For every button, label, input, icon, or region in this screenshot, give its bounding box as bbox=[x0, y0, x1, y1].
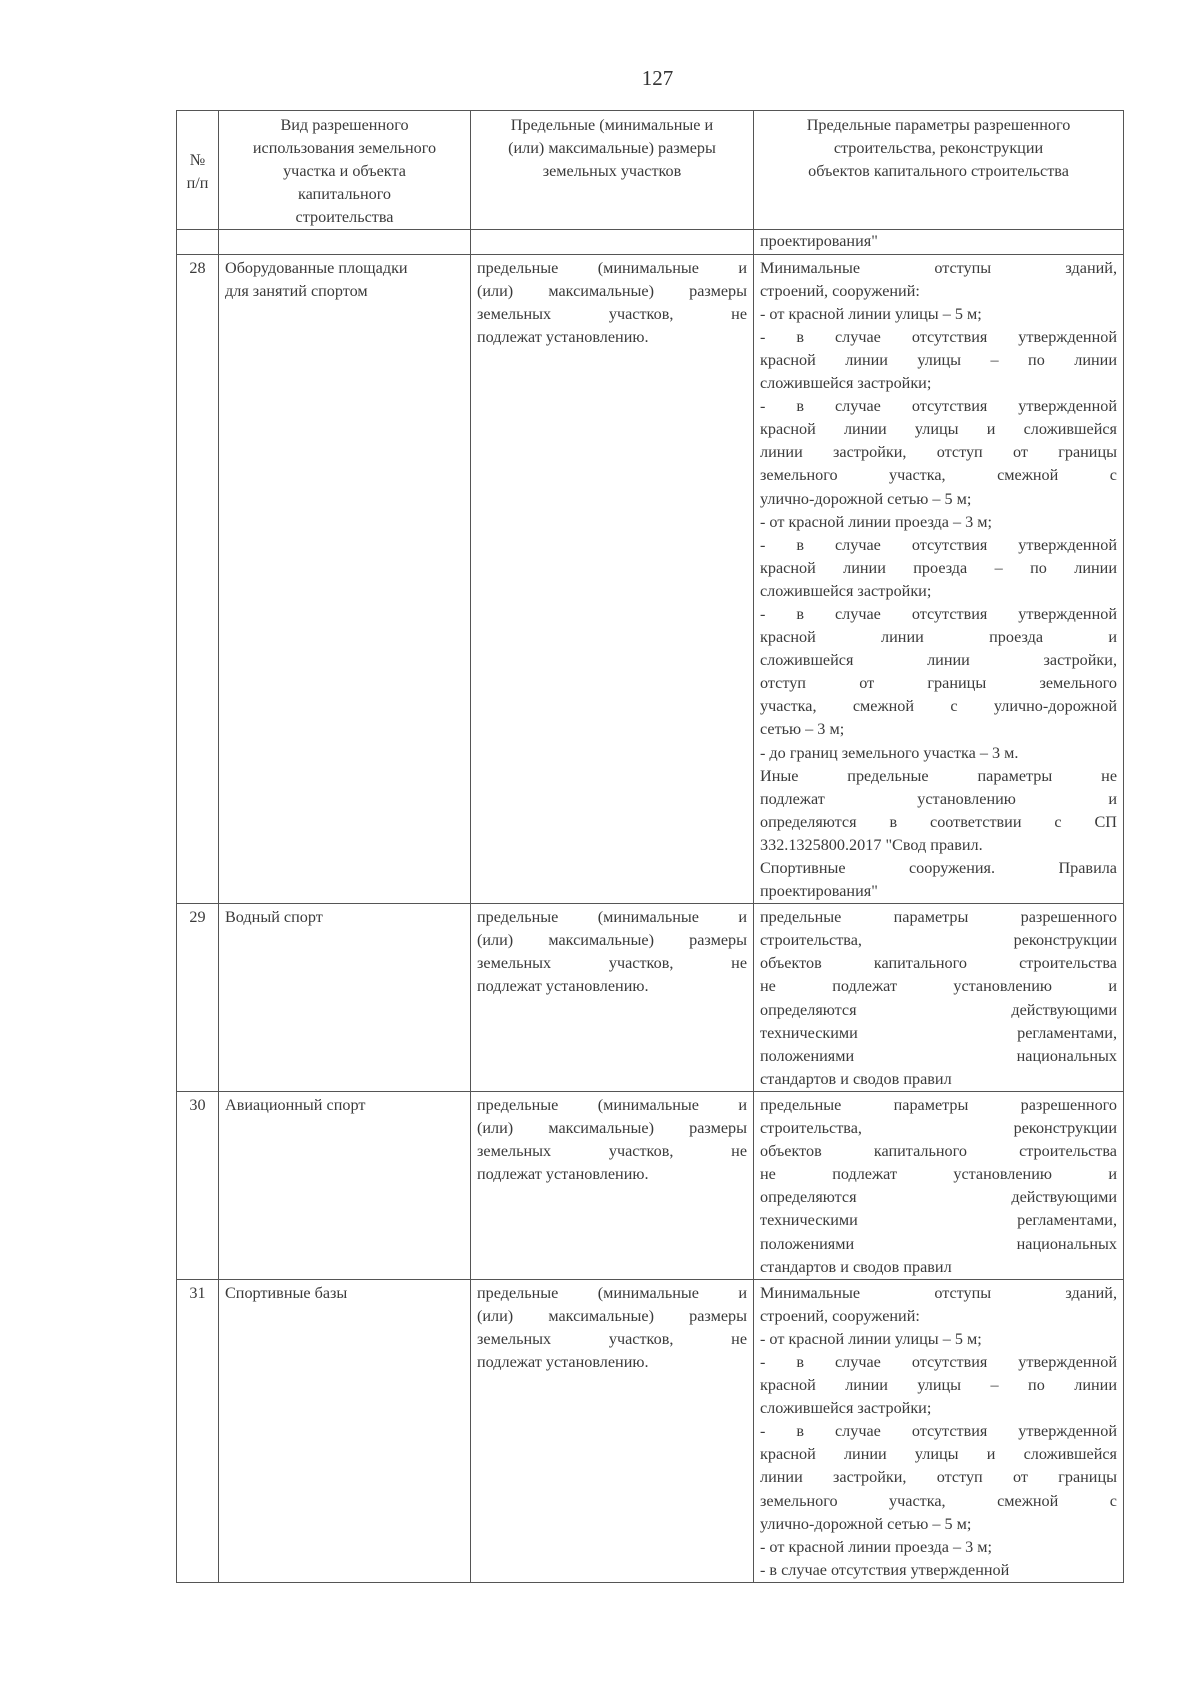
header-line: участка и объекта bbox=[283, 162, 406, 181]
cell-line: Спортивные сооружения. Правила bbox=[760, 859, 1117, 877]
cell-line: для занятий спортом bbox=[225, 281, 368, 300]
cell-line: Иные предельные параметры не bbox=[760, 766, 1117, 785]
header-number bbox=[177, 111, 219, 230]
cell-line: - в случае отсутствия утвержденной bbox=[760, 327, 1117, 346]
cell-line: участка, смежной с улично-дорожной bbox=[760, 697, 1117, 716]
row-construction-params bbox=[754, 1091, 1124, 1279]
header-line: строительства bbox=[295, 208, 394, 227]
cell-line: (или) максимальные) размеры bbox=[477, 1119, 747, 1138]
cell-line: красной линии улицы и сложившейся bbox=[760, 1445, 1117, 1464]
row-plot-size bbox=[471, 254, 754, 904]
row-number: 30 bbox=[177, 1091, 219, 1279]
cell-line: Спортивные базы bbox=[225, 1283, 348, 1302]
cell-line: подлежат установлению. bbox=[477, 1165, 649, 1184]
cell-line: положениями национальных bbox=[760, 1046, 1117, 1065]
continuation-text: проектирования" bbox=[754, 230, 1124, 254]
header-line: капитального bbox=[297, 185, 392, 204]
regulations-table bbox=[176, 110, 1124, 1583]
continuation-row bbox=[177, 230, 1124, 254]
row-construction-params bbox=[754, 254, 1124, 904]
cell-line: красной линии проезда – по линии bbox=[760, 558, 1117, 577]
cell-line: 332.1325800.2017 "Свод правил. bbox=[760, 835, 983, 854]
row-number: 28 bbox=[177, 254, 219, 904]
cell-line: красной линии улицы – по линии bbox=[760, 1376, 1117, 1395]
cell-line: предельные параметры разрешенного bbox=[760, 1095, 1117, 1114]
cell-line: определяются действующими bbox=[760, 1188, 1117, 1207]
row-number: 29 bbox=[177, 904, 219, 1092]
cell-line: (или) максимальные) размеры bbox=[477, 931, 747, 950]
cell-line: Минимальные отступы зданий, bbox=[760, 258, 1117, 277]
cell-line: определяются в соответствии с СП bbox=[760, 812, 1117, 831]
row-construction-params bbox=[754, 904, 1124, 1092]
cell-line: - в случае отсутствия утвержденной bbox=[760, 604, 1117, 623]
cell-line: предельные (минимальные и bbox=[477, 1095, 747, 1114]
header-number-label: № п/п bbox=[186, 150, 209, 192]
cell-line: предельные (минимальные и bbox=[477, 258, 747, 277]
cell-line: подлежат установлению. bbox=[477, 1352, 649, 1371]
cell-line: строительства, реконструкции bbox=[760, 1119, 1117, 1138]
cell-line: красной линии проезда и bbox=[760, 628, 1117, 647]
cell-line: техническими регламентами, bbox=[760, 1211, 1117, 1230]
cell-line: подлежат установлению и bbox=[760, 789, 1117, 808]
cell-line: объектов капитального строительства bbox=[760, 954, 1117, 973]
cell-line: положениями национальных bbox=[760, 1234, 1117, 1253]
cell-line: - от красной линии улицы – 5 м; bbox=[760, 1329, 982, 1348]
cell-line: подлежат установлению. bbox=[477, 327, 649, 346]
cell-line: сложившейся застройки; bbox=[760, 1399, 932, 1418]
row-plot-size bbox=[471, 1091, 754, 1279]
cell-line: - в случае отсутствия утвержденной bbox=[760, 535, 1117, 554]
table-row bbox=[177, 1091, 1124, 1279]
continuation-cell bbox=[471, 230, 754, 254]
row-use-type bbox=[219, 904, 471, 1092]
cell-line: подлежат установлению. bbox=[477, 977, 649, 996]
table-row bbox=[177, 904, 1124, 1092]
cell-line: (или) максимальные) размеры bbox=[477, 281, 747, 300]
header-line: Предельные (минимальные и bbox=[510, 116, 714, 134]
cell-line: строений, сооружений: bbox=[760, 1306, 920, 1325]
cell-line: земельных участков, не bbox=[477, 1329, 747, 1348]
cell-line: строений, сооружений: bbox=[760, 281, 920, 300]
header-construction-params bbox=[754, 111, 1124, 230]
cell-line: объектов капитального строительства bbox=[760, 1142, 1117, 1161]
cell-line: отступ от границы земельного bbox=[760, 674, 1117, 693]
cell-line: стандартов и сводов правил bbox=[760, 1257, 952, 1276]
cell-line: сетью – 3 м; bbox=[760, 720, 845, 739]
cell-line: предельные (минимальные и bbox=[477, 908, 747, 927]
cell-line: - в случае отсутствия утвержденной bbox=[760, 397, 1117, 416]
cell-line: не подлежат установлению и bbox=[760, 977, 1117, 996]
table-row bbox=[177, 254, 1124, 904]
header-line: строительства, реконструкции bbox=[833, 139, 1044, 158]
cell-line: Водный спорт bbox=[225, 908, 323, 927]
cell-line: - в случае отсутствия утвержденной bbox=[760, 1560, 1010, 1579]
header-line: Предельные параметры разрешенного bbox=[806, 116, 1071, 134]
cell-line: улично-дорожной сетью – 5 м; bbox=[760, 1514, 972, 1533]
header-line: использования земельного bbox=[252, 139, 437, 158]
cell-line: сложившейся застройки; bbox=[760, 374, 932, 393]
cell-line: - от красной линии улицы – 5 м; bbox=[760, 304, 982, 323]
cell-line: проектирования" bbox=[760, 882, 878, 901]
cell-line: - до границ земельного участка – 3 м. bbox=[760, 743, 1019, 762]
row-plot-size bbox=[471, 904, 754, 1092]
cell-line: - от красной линии проезда – 3 м; bbox=[760, 512, 993, 531]
cell-line: - в случае отсутствия утвержденной bbox=[760, 1352, 1117, 1371]
row-use-type bbox=[219, 1279, 471, 1582]
cell-line: определяются действующими bbox=[760, 1000, 1117, 1019]
row-number: 31 bbox=[177, 1279, 219, 1582]
cell-line: земельных участков, не bbox=[477, 954, 747, 973]
header-line: Вид разрешенного bbox=[280, 116, 409, 134]
table-row bbox=[177, 1279, 1124, 1582]
cell-line: линии застройки, отступ от границы bbox=[760, 443, 1117, 462]
continuation-cell bbox=[177, 230, 219, 254]
cell-line: техническими регламентами, bbox=[760, 1023, 1117, 1042]
cell-line: - от красной линии проезда – 3 м; bbox=[760, 1537, 993, 1556]
cell-line: предельные (минимальные и bbox=[477, 1283, 747, 1302]
cell-line: стандартов и сводов правил bbox=[760, 1069, 952, 1088]
cell-line: земельного участка, смежной с bbox=[760, 1491, 1117, 1510]
row-plot-size bbox=[471, 1279, 754, 1582]
row-construction-params bbox=[754, 1279, 1124, 1582]
cell-line: красной линии улицы – по линии bbox=[760, 350, 1117, 369]
header-line: земельных участков bbox=[542, 162, 682, 181]
cell-line: сложившейся застройки; bbox=[760, 581, 932, 600]
cell-line: Минимальные отступы зданий, bbox=[760, 1283, 1117, 1302]
cell-line: красной линии улицы и сложившейся bbox=[760, 420, 1117, 439]
continuation-cell bbox=[219, 230, 471, 254]
row-use-type bbox=[219, 1091, 471, 1279]
cell-line: (или) максимальные) размеры bbox=[477, 1306, 747, 1325]
cell-line: строительства, реконструкции bbox=[760, 931, 1117, 950]
header-plot-size bbox=[471, 111, 754, 230]
page-number: 127 bbox=[641, 66, 674, 90]
cell-line: - в случае отсутствия утвержденной bbox=[760, 1422, 1117, 1441]
cell-line: Оборудованные площадки bbox=[225, 258, 408, 277]
cell-line: земельного участка, смежной с bbox=[760, 466, 1117, 485]
cell-line: сложившейся линии застройки, bbox=[760, 651, 1117, 670]
header-use-type bbox=[219, 111, 471, 230]
cell-line: земельных участков, не bbox=[477, 304, 747, 323]
row-use-type bbox=[219, 254, 471, 904]
cell-line: предельные параметры разрешенного bbox=[760, 908, 1117, 927]
cell-line: земельных участков, не bbox=[477, 1142, 747, 1161]
header-line: (или) максимальные) размеры bbox=[508, 139, 716, 158]
cell-line: улично-дорожной сетью – 5 м; bbox=[760, 489, 972, 508]
header-line: объектов капитального строительства bbox=[808, 162, 1069, 181]
table-header-row bbox=[177, 111, 1124, 230]
cell-line: Авиационный спорт bbox=[225, 1095, 366, 1114]
cell-line: линии застройки, отступ от границы bbox=[760, 1468, 1117, 1487]
cell-line: не подлежат установлению и bbox=[760, 1165, 1117, 1184]
